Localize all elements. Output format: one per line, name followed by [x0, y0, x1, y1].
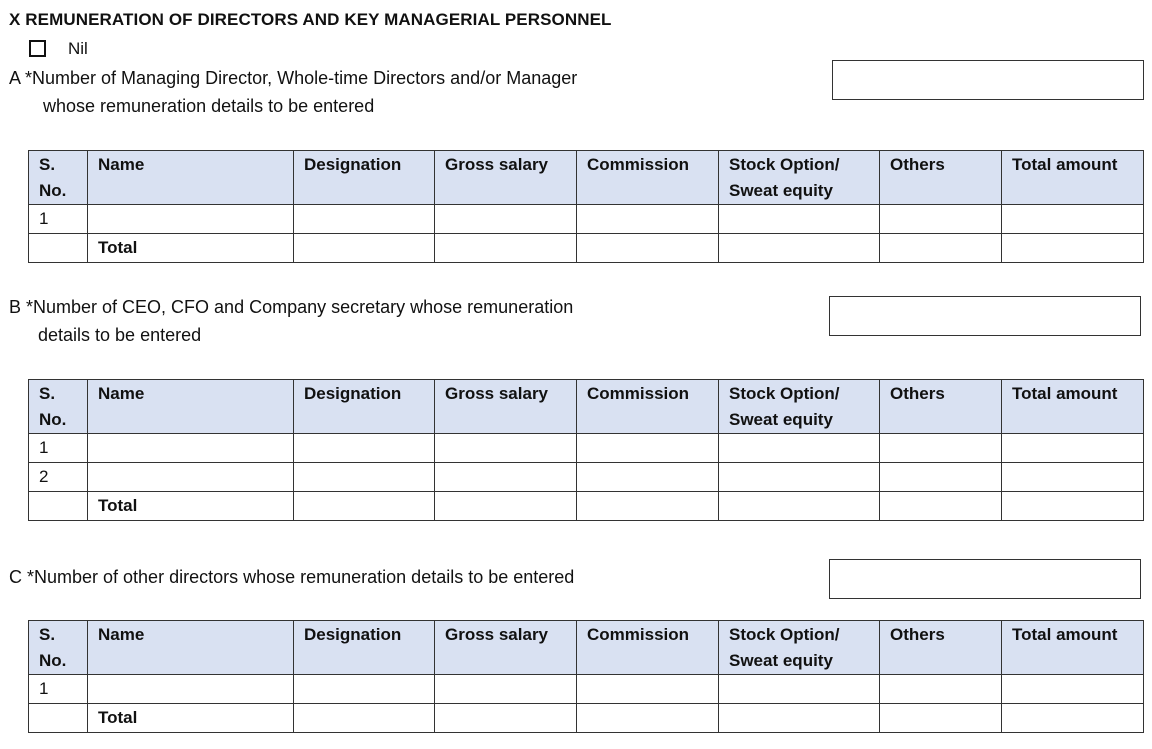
others-cell[interactable]: [880, 675, 1002, 704]
col-commission: Commission: [577, 380, 719, 434]
col-stock-option: Stock Option/ Sweat equity: [719, 151, 880, 205]
designation-cell[interactable]: [294, 434, 435, 463]
col-total-amount: Total amount: [1002, 621, 1144, 675]
section-a-question: [9, 64, 577, 120]
stock-option-cell[interactable]: [719, 234, 880, 263]
others-cell[interactable]: [880, 463, 1002, 492]
section-a-line2: whose remuneration details to be entered: [43, 96, 375, 116]
table-header-row: [29, 621, 1144, 675]
commission-cell[interactable]: [577, 234, 719, 263]
table-header-row: [29, 151, 1144, 205]
gross-salary-cell[interactable]: [435, 234, 577, 263]
total-amount-cell[interactable]: [1002, 492, 1144, 521]
total-label: Total: [88, 492, 294, 521]
others-cell[interactable]: [880, 492, 1002, 521]
col-total-amount: Total amount: [1002, 380, 1144, 434]
col-others: Others: [880, 380, 1002, 434]
total-label: Total: [88, 704, 294, 733]
section-b-line1: B *Number of CEO, CFO and Company secretary whose remuneration: [9, 297, 574, 317]
designation-cell[interactable]: [294, 492, 435, 521]
total-amount-cell[interactable]: [1002, 434, 1144, 463]
col-sno: S. No.: [29, 380, 88, 434]
total-amount-cell[interactable]: [1002, 675, 1144, 704]
commission-cell[interactable]: [577, 675, 719, 704]
col-name: Name: [88, 621, 294, 675]
section-c-line1: C *Number of other directors whose remuneration details to be entered: [9, 567, 575, 587]
total-row: [29, 492, 1144, 521]
name-cell[interactable]: [88, 463, 294, 492]
blank-cell: [29, 234, 88, 263]
col-sno: S. No.: [29, 151, 88, 205]
section-b-table: [28, 379, 1144, 521]
nil-checkbox[interactable]: [29, 40, 46, 57]
col-stock-option: Stock Option/ Sweat equity: [719, 380, 880, 434]
nil-label: Nil: [68, 39, 88, 58]
gross-salary-cell[interactable]: [435, 463, 577, 492]
col-designation: Designation: [294, 380, 435, 434]
total-amount-cell[interactable]: [1002, 234, 1144, 263]
col-name: Name: [88, 151, 294, 205]
designation-cell[interactable]: [294, 675, 435, 704]
section-heading: X REMUNERATION OF DIRECTORS AND KEY MANAGERIAL PERSONNEL: [9, 10, 612, 29]
col-name: Name: [88, 380, 294, 434]
col-total-amount: Total amount: [1002, 151, 1144, 205]
table-row: [29, 434, 1144, 463]
col-gross-salary: Gross salary: [435, 380, 577, 434]
section-a-line1: A *Number of Managing Director, Whole-time Directors and/or Manager: [9, 68, 578, 88]
total-amount-cell[interactable]: [1002, 704, 1144, 733]
col-others: Others: [880, 621, 1002, 675]
section-a-table: [28, 150, 1144, 263]
commission-cell[interactable]: [577, 704, 719, 733]
designation-cell[interactable]: [294, 704, 435, 733]
col-others: Others: [880, 151, 1002, 205]
row-number: 1: [29, 675, 88, 704]
section-b-number-input[interactable]: [829, 296, 1141, 336]
col-sno: S. No.: [29, 621, 88, 675]
others-cell[interactable]: [880, 205, 1002, 234]
total-row: [29, 234, 1144, 263]
gross-salary-cell[interactable]: [435, 205, 577, 234]
commission-cell[interactable]: [577, 205, 719, 234]
designation-cell[interactable]: [294, 205, 435, 234]
gross-salary-cell[interactable]: [435, 492, 577, 521]
section-c-table: [28, 620, 1144, 733]
col-gross-salary: Gross salary: [435, 151, 577, 205]
row-number: 1: [29, 205, 88, 234]
row-number: 2: [29, 463, 88, 492]
total-row: [29, 704, 1144, 733]
col-gross-salary: Gross salary: [435, 621, 577, 675]
section-b-line2: details to be entered: [38, 325, 202, 345]
total-label: Total: [88, 234, 294, 263]
col-commission: Commission: [577, 151, 719, 205]
row-number: 1: [29, 434, 88, 463]
stock-option-cell[interactable]: [719, 205, 880, 234]
section-c-number-input[interactable]: [829, 559, 1141, 599]
designation-cell[interactable]: [294, 463, 435, 492]
commission-cell[interactable]: [577, 463, 719, 492]
blank-cell: [29, 704, 88, 733]
stock-option-cell[interactable]: [719, 675, 880, 704]
others-cell[interactable]: [880, 434, 1002, 463]
col-commission: Commission: [577, 621, 719, 675]
gross-salary-cell[interactable]: [435, 675, 577, 704]
name-cell[interactable]: [88, 205, 294, 234]
others-cell[interactable]: [880, 234, 1002, 263]
stock-option-cell[interactable]: [719, 704, 880, 733]
table-row: [29, 463, 1144, 492]
gross-salary-cell[interactable]: [435, 434, 577, 463]
section-a-number-input[interactable]: [832, 60, 1144, 100]
section-c-question: [9, 563, 574, 591]
name-cell[interactable]: [88, 675, 294, 704]
col-stock-option: Stock Option/ Sweat equity: [719, 621, 880, 675]
col-designation: Designation: [294, 151, 435, 205]
commission-cell[interactable]: [577, 434, 719, 463]
stock-option-cell[interactable]: [719, 492, 880, 521]
designation-cell[interactable]: [294, 234, 435, 263]
col-designation: Designation: [294, 621, 435, 675]
total-amount-cell[interactable]: [1002, 205, 1144, 234]
table-header-row: [29, 380, 1144, 434]
table-row: [29, 675, 1144, 704]
others-cell[interactable]: [880, 704, 1002, 733]
section-b-question: [9, 293, 573, 349]
blank-cell: [29, 492, 88, 521]
total-amount-cell[interactable]: [1002, 463, 1144, 492]
name-cell[interactable]: [88, 434, 294, 463]
gross-salary-cell[interactable]: [435, 704, 577, 733]
stock-option-cell[interactable]: [719, 434, 880, 463]
table-row: [29, 205, 1144, 234]
stock-option-cell[interactable]: [719, 463, 880, 492]
commission-cell[interactable]: [577, 492, 719, 521]
